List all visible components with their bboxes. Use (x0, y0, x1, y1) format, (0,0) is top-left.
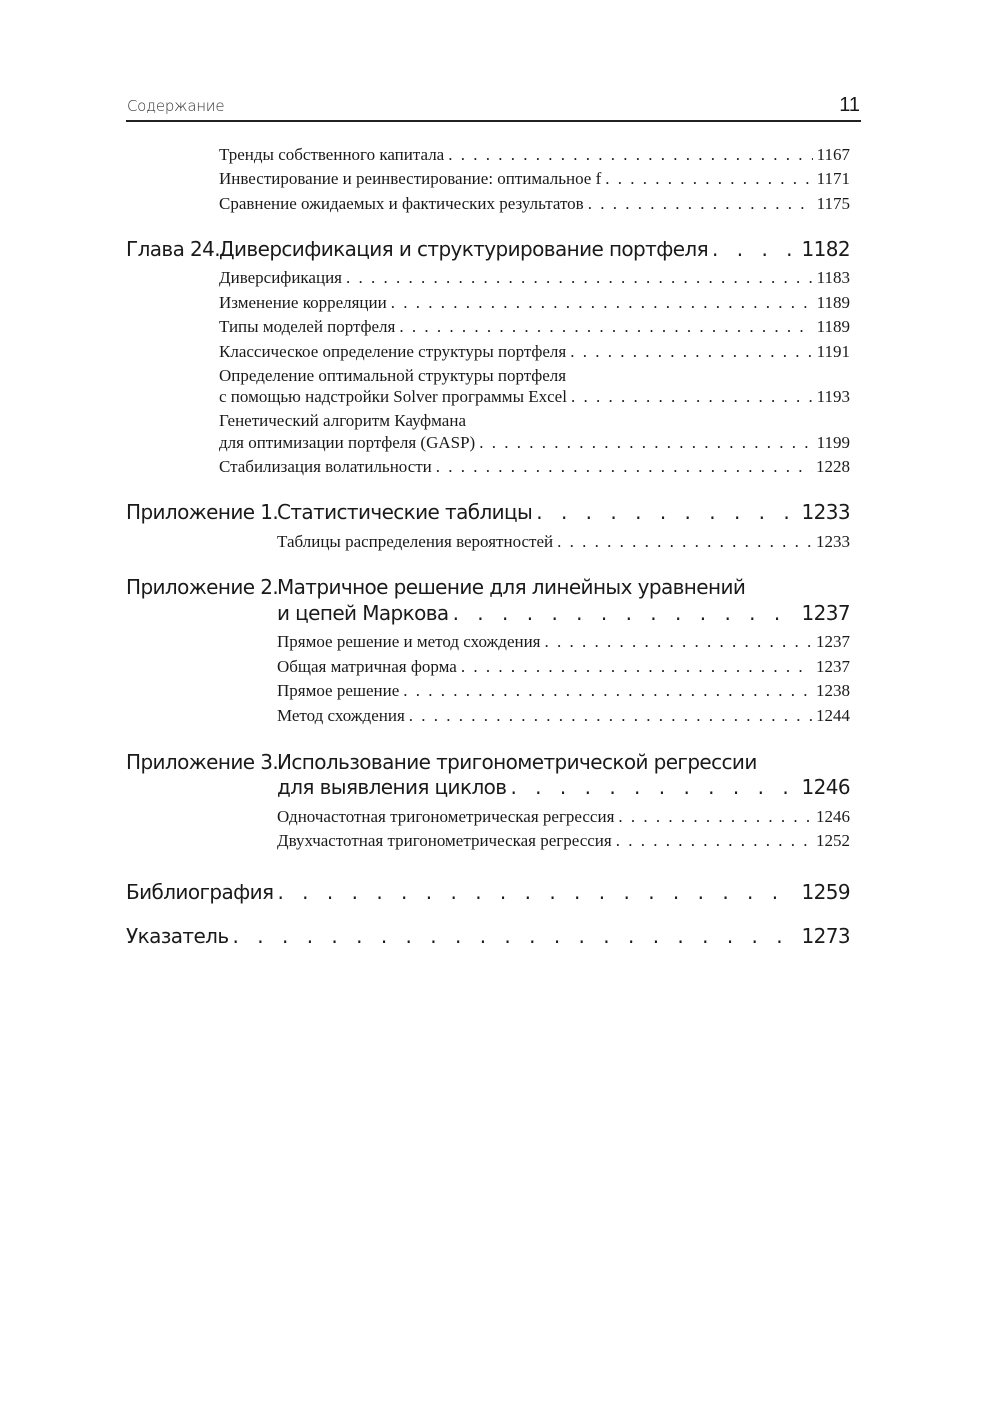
dot-leader (510, 775, 797, 799)
toc-entry[interactable] (219, 237, 850, 261)
toc-entry-title: Одночастотная тригонометрическая регрессия (277, 807, 615, 826)
toc-entry-title: Общая матричная форма (277, 657, 457, 676)
toc-entry-title: Таблицы распределения вероятностей (277, 532, 554, 551)
toc-entry-title: Инвестирование и реинвестирование: оптимальное f (219, 169, 602, 188)
toc-entry-page: 1246 (801, 775, 850, 799)
toc-entry-title: Генетический алгоритм Кауфмана (219, 411, 466, 430)
dot-leader (233, 924, 798, 948)
toc-entry-page: 1237 (801, 601, 850, 625)
header-rule (126, 120, 861, 122)
dot-leader (557, 532, 812, 552)
toc-entry-page: 1167 (816, 145, 850, 164)
toc-entry-title: Сравнение ожидаемых и фактических результатов (219, 194, 584, 213)
toc-entry-page: 1259 (801, 880, 850, 904)
toc-entry[interactable] (219, 293, 850, 317)
toc-entry-page: 1252 (816, 831, 850, 850)
toc-entry-line[interactable] (277, 575, 850, 599)
dot-leader (453, 601, 798, 625)
toc-entry[interactable] (219, 342, 850, 366)
toc-entry-title: для выявления циклов (277, 775, 507, 799)
toc-entry[interactable] (277, 681, 850, 705)
page-number: 11 (839, 94, 860, 116)
toc-entry-title: для оптимизации портфеля (GASP) (219, 433, 476, 452)
toc-entry-title: и цепей Маркова (277, 601, 449, 625)
dot-leader (605, 169, 812, 189)
toc-entry[interactable] (219, 169, 850, 193)
dot-leader (479, 433, 812, 453)
toc-entry[interactable] (277, 532, 850, 556)
dot-leader (399, 317, 812, 337)
toc-entry-page: 1183 (816, 268, 850, 287)
toc-entry-title: Указатель (126, 924, 229, 948)
running-header-title: Содержание (127, 97, 225, 115)
dot-leader (403, 681, 812, 701)
toc-entry-title: с помощью надстройки Solver программы Excel (219, 387, 567, 406)
toc-entry[interactable] (277, 632, 850, 656)
toc-entry[interactable] (219, 387, 850, 411)
toc-entry-page: 1244 (816, 706, 850, 725)
dot-leader (618, 807, 812, 827)
toc-entry-label: Приложение 1. (126, 500, 279, 524)
toc-entry-title: Матричное решение для линейных уравнений (277, 575, 746, 599)
toc-entry-title: Библиография (126, 880, 274, 904)
dot-leader (436, 457, 812, 477)
toc-entry-title: Диверсификация и структурирование портфеля (219, 237, 709, 261)
toc-entry[interactable] (126, 880, 850, 904)
toc-entry-title: Классическое определение структуры портфеля (219, 342, 567, 361)
toc-entry[interactable] (277, 775, 850, 799)
dot-leader (571, 387, 813, 407)
dot-leader (461, 657, 812, 677)
toc-entry[interactable] (219, 317, 850, 341)
toc-entry-title: Использование тригонометрической регрессии (277, 750, 757, 774)
toc-entry-page: 1189 (816, 293, 850, 312)
dot-leader (570, 342, 812, 362)
toc-entry-label: Приложение 2. (126, 575, 279, 599)
toc-entry-title: Тренды собственного капитала (219, 145, 445, 164)
dot-leader (409, 706, 812, 726)
dot-leader (616, 831, 812, 851)
toc-entry[interactable] (277, 657, 850, 681)
toc-entry[interactable] (219, 268, 850, 292)
toc-entry-page: 1246 (816, 807, 850, 826)
toc-entry[interactable] (277, 500, 850, 524)
toc-entry-page: 1199 (816, 433, 850, 452)
toc-entry-page: 1233 (816, 532, 850, 551)
toc-entry-page: 1182 (801, 237, 850, 261)
toc-entry[interactable] (277, 831, 850, 855)
toc-entry-page: 1228 (816, 457, 850, 476)
toc-entry[interactable] (277, 706, 850, 730)
toc-entry-page: 1238 (816, 681, 850, 700)
toc-entry-title: Двухчастотная тригонометрическая регрессия (277, 831, 612, 850)
toc-entry-page: 1237 (816, 632, 850, 651)
toc-entry-page: 1193 (816, 387, 850, 406)
toc-entry-title: Прямое решение (277, 681, 400, 700)
toc-entry-page: 1191 (816, 342, 850, 361)
toc-entry-page: 1237 (816, 657, 850, 676)
toc-entry-page: 1233 (801, 500, 850, 524)
toc-entry-label: Глава 24. (126, 237, 221, 261)
toc-entry-title: Диверсификация (219, 268, 342, 287)
toc-entry[interactable] (219, 457, 850, 481)
toc-entry[interactable] (219, 194, 850, 218)
toc-entry-line[interactable] (219, 411, 850, 435)
toc-entry[interactable] (277, 807, 850, 831)
toc-entry-line[interactable] (277, 750, 850, 774)
toc-entry-title: Статистические таблицы (277, 500, 533, 524)
toc-entry-page: 1189 (816, 317, 850, 336)
toc-entry[interactable] (219, 145, 850, 169)
toc-entry-title: Изменение корреляции (219, 293, 387, 312)
toc-entry-page: 1175 (816, 194, 850, 213)
toc-entry-title: Определение оптимальной структуры портфеля (219, 366, 567, 385)
toc-entry-page: 1273 (801, 924, 850, 948)
toc-entry[interactable] (277, 601, 850, 625)
dot-leader (448, 145, 812, 165)
dot-leader (346, 268, 813, 288)
dot-leader (536, 500, 797, 524)
dot-leader (277, 880, 797, 904)
dot-leader (391, 293, 813, 313)
dot-leader (712, 237, 797, 261)
toc-entry[interactable] (219, 433, 850, 457)
toc-entry-label: Приложение 3. (126, 750, 279, 774)
toc-entry[interactable] (126, 924, 850, 948)
dot-leader (588, 194, 813, 214)
toc-entry-title: Типы моделей портфеля (219, 317, 396, 336)
toc-entry-title: Стабилизация волатильности (219, 457, 432, 476)
toc-entry-title: Прямое решение и метод схождения (277, 632, 541, 651)
toc-entry-title: Метод схождения (277, 706, 405, 725)
dot-leader (545, 632, 813, 652)
toc-entry-page: 1171 (816, 169, 850, 188)
